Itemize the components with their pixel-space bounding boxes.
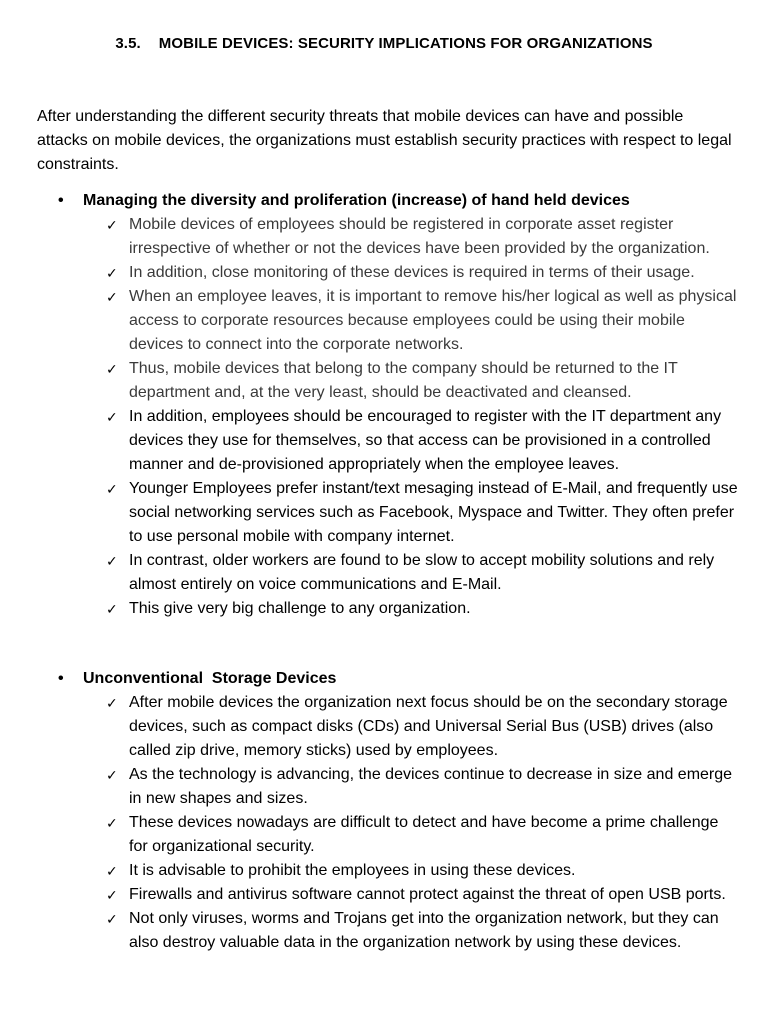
list-item-text: It is advisable to prohibit the employees in using these devices.	[129, 862, 576, 879]
list-item	[0, 213, 768, 261]
section-title: MOBILE DEVICES: SECURITY IMPLICATIONS FOR ORGANIZATIONS	[158, 35, 653, 52]
bullet-icon: •	[58, 670, 64, 687]
list-item	[0, 859, 768, 883]
list-item-text: Not only viruses, worms and Trojans get into the organization network, but they can also destroy valuable data in the organization network by using these devices.	[129, 910, 719, 951]
section-storage-devices	[0, 667, 768, 955]
section-title-text: Unconventional Storage Devices	[83, 670, 337, 687]
checkmark-icon: ✓	[106, 553, 118, 569]
checkmark-icon: ✓	[106, 695, 118, 711]
checkmark-icon: ✓	[106, 863, 118, 879]
section-heading	[0, 35, 768, 52]
intro-paragraph: After understanding the different security threats that mobile devices can have and possible attacks on mobile devices, the organizations must establish security practices with respect to legal constraints.	[37, 108, 732, 173]
list-item-text: This give very big challenge to any organization.	[129, 600, 471, 617]
list-item-text: When an employee leaves, it is important to remove his/her logical as well as physical access to corporate resources because employees could be using their mobile devices to connect into the corporate networks.	[129, 288, 737, 353]
section-number: 3.5.	[115, 35, 141, 52]
checkmark-icon: ✓	[106, 911, 118, 927]
list-item-text: Firewalls and antivirus software cannot protect against the threat of open USB ports.	[129, 886, 726, 903]
list-item	[0, 285, 768, 357]
checkmark-icon: ✓	[106, 481, 118, 497]
section-title-heading	[0, 189, 768, 213]
list-item	[0, 477, 768, 549]
checkmark-icon: ✓	[106, 815, 118, 831]
checkmark-icon: ✓	[106, 265, 118, 281]
section-title-heading	[0, 667, 768, 691]
list-item	[0, 357, 768, 405]
checkmark-icon: ✓	[106, 217, 118, 233]
list-item	[0, 597, 768, 621]
list-item	[0, 883, 768, 907]
list-item-text: In contrast, older workers are found to be slow to accept mobility solutions and rely almost entirely on voice communications and E-Mail.	[129, 552, 715, 593]
list-item	[0, 405, 768, 477]
bullet-icon: •	[58, 192, 64, 209]
checkmark-icon: ✓	[106, 601, 118, 617]
list-item	[0, 549, 768, 597]
list-item-text: In addition, employees should be encouraged to register with the IT department any devices they use for themselves, so that access can be provisioned in a controlled manner and de-provisioned appropriately when the employee leaves.	[129, 408, 722, 473]
checkmark-icon: ✓	[106, 767, 118, 783]
checklist	[0, 691, 768, 955]
list-item-text: These devices nowadays are difficult to detect and have become a prime challenge for organizational security.	[129, 814, 719, 855]
list-item	[0, 907, 768, 955]
list-item-text: Thus, mobile devices that belong to the company should be returned to the IT department and, at the very least, should be deactivated and cleansed.	[129, 360, 678, 401]
checkmark-icon: ✓	[106, 887, 118, 903]
checklist	[0, 213, 768, 621]
list-item-text: After mobile devices the organization next focus should be on the secondary storage devices, such as compact disks (CDs) and Universal Serial Bus (USB) drives (also called zip drive, memory sticks) used by employees.	[129, 694, 728, 759]
checkmark-icon: ✓	[106, 409, 118, 425]
list-item-text: Mobile devices of employees should be registered in corporate asset register irrespective of whether or not the devices have been provided by the organization.	[129, 216, 710, 257]
list-item	[0, 261, 768, 285]
list-item-text: As the technology is advancing, the devices continue to decrease in size and emerge in new shapes and sizes.	[129, 766, 733, 807]
list-item	[0, 763, 768, 811]
checkmark-icon: ✓	[106, 289, 118, 305]
checkmark-icon: ✓	[106, 361, 118, 377]
list-item-text: In addition, close monitoring of these devices is required in terms of their usage.	[129, 264, 695, 281]
list-item	[0, 691, 768, 763]
list-item-text: Younger Employees prefer instant/text mesaging instead of E-Mail, and frequently use social networking services such as Facebook, Myspace and Twitter. They often prefer to use personal mobile with company internet.	[129, 480, 738, 545]
list-item	[0, 811, 768, 859]
section-managing-devices	[0, 189, 768, 621]
section-title-text: Managing the diversity and proliferation (increase) of hand held devices	[83, 192, 630, 209]
